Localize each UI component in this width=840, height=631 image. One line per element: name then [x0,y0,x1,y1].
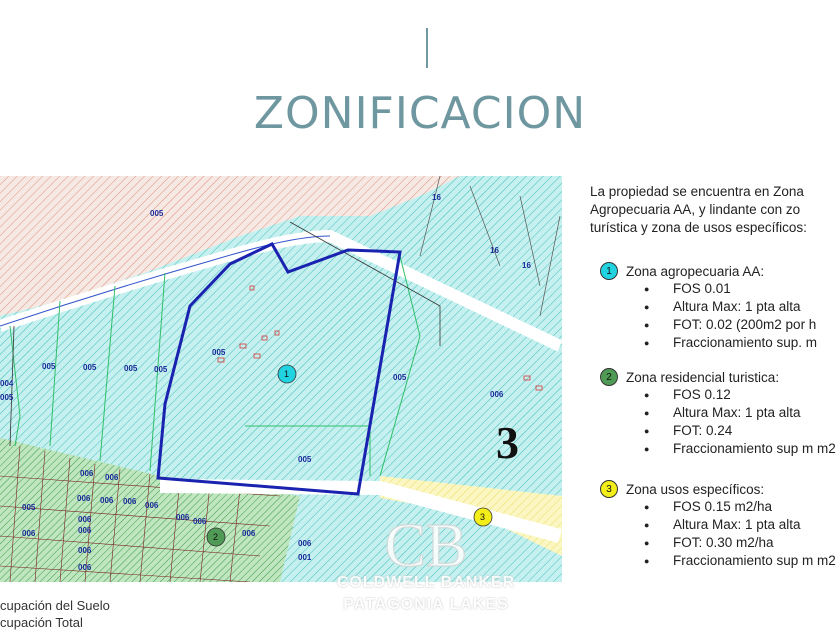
parcel-label: 005 [393,373,407,382]
parcel-label: 006 [78,546,92,555]
parcel-label: 004 [0,379,14,388]
zone-1-item: ● FOS 0.01 [600,280,840,298]
parcel-label: 006 [78,526,92,535]
title-divider [426,28,428,68]
logo-monogram-icon [331,508,521,578]
parcel-label: 006 [490,390,504,399]
parcel-label: 006 [78,563,92,572]
parcel-label: 005 [154,365,168,374]
zone-2-badge: 2 [600,368,618,386]
svg-text:CB: CB [384,512,468,578]
zone-1-item: ● Altura Max: 1 pta alta [600,298,840,316]
zone-2-item: ● FOS 0.12 [600,386,840,404]
zone-block-2 [600,368,840,458]
zone-3-item: ● Altura Max: 1 pta alta [600,516,840,534]
logo-line-2: PATAGONIA LAKES [343,596,509,613]
svg-text:3: 3 [480,512,486,522]
zone-3-item: ● FOT: 0.30 m2/ha [600,534,840,552]
zone-3-item: ● FOS 0.15 m2/ha [600,498,840,516]
parcel-label: 006 [145,501,159,510]
zone-3-item: ● Fraccionamiento sup m m2 [600,552,840,570]
zone-1-heading: Zona agropecuaria AA: [626,263,765,279]
parcel-label: 006 [105,473,119,482]
parcel-label: 006 [100,496,114,505]
zone-block-1 [600,262,840,352]
svg-text:2: 2 [213,532,219,542]
parcel-label: 005 [0,393,14,402]
parcel-label: 006 [193,517,207,526]
footnote-line-1: cupación del Suelo [0,598,110,613]
parcel-label: 16 [522,261,531,270]
parcel-label: 006 [77,494,91,503]
zone-1-item: ● Fraccionamiento sup. m [600,334,840,352]
parcel-label: 16 [432,193,441,202]
logo-line-1: COLDWELL BANKER [336,574,516,591]
page-title: ZONIFICACION [253,88,587,139]
zone-2-item: ● FOT: 0.24 [600,422,840,440]
parcel-label: 005 [150,209,164,218]
parcel-label: 005 [83,363,97,372]
zone-1-badge: 1 [600,262,618,280]
zone-number-label: 3 [496,417,519,468]
footnote-line-2: cupación Total [0,615,83,630]
parcel-label: 005 [124,364,138,373]
parcel-label: 006 [298,539,312,548]
parcel-label: 001 [298,553,312,562]
parcel-label: 006 [242,529,256,538]
parcel-label: 005 [298,455,312,464]
map-legend-footnote [0,597,110,631]
zone-1-item: ● FOT: 0.02 (200m2 por h [600,316,840,334]
parcel-label: 005 [42,362,56,371]
parcel-label: 006 [78,515,92,524]
coldwell-banker-logo [331,508,521,620]
parcel-label: 006 [80,469,94,478]
parcel-label: 006 [176,513,190,522]
zone-3-badge: 3 [600,480,618,498]
zone-2-item: ● Fraccionamiento sup m m2 [600,440,840,458]
zone-2-item: ● Altura Max: 1 pta alta [600,404,840,422]
parcel-label: 006 [22,529,36,538]
zone-block-3 [600,480,840,570]
parcel-label: 005 [212,348,226,357]
svg-text:1: 1 [284,369,290,379]
parcel-label: 006 [123,497,137,506]
intro-text: La propiedad se encuentra en Zona Agropecuaria AA, y lindante con zo turística y zona de usos específicos: [590,184,807,235]
parcel-label: 16 [490,246,499,255]
parcel-label: 005 [22,503,36,512]
zone-3-heading: Zona usos específicos: [626,481,765,497]
zone-2-heading: Zona residencial turistica: [626,369,780,385]
